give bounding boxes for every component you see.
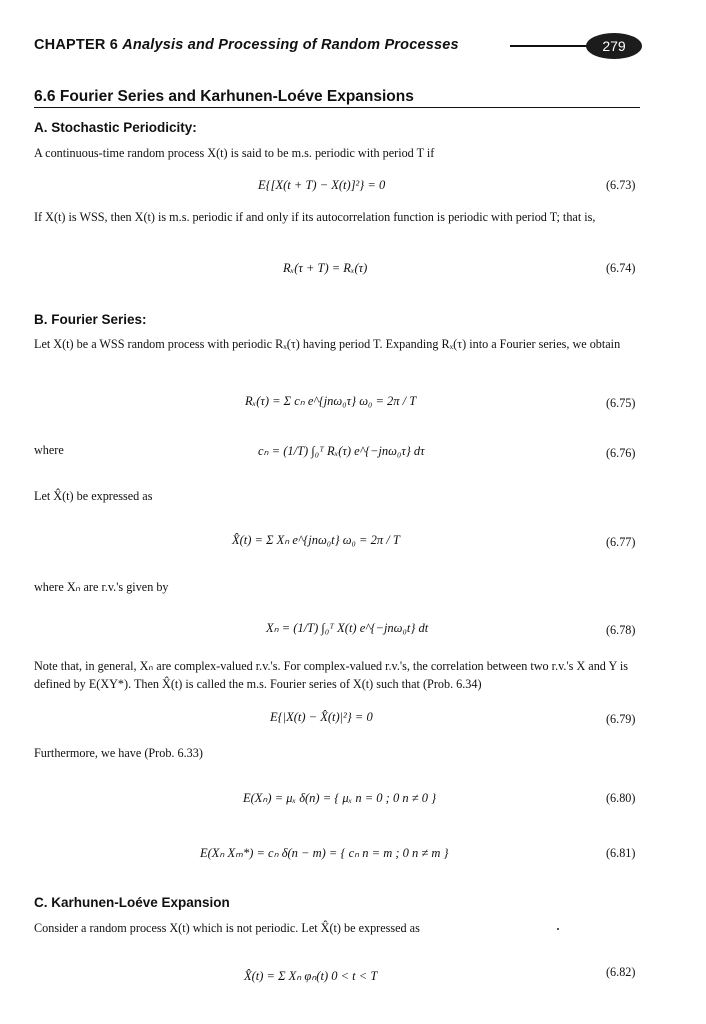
let-expressed-line: Let X̂(t) be expressed as: [34, 489, 153, 503]
equation-6-82: X̂(t) = Σ Xₙ φₙ(t) 0 < t < T: [244, 969, 378, 983]
subsection-a-title: A. Stochastic Periodicity:: [34, 120, 197, 135]
equation-6-75: Rₓ(τ) = Σ cₙ e^{jnω₀τ} ω₀ = 2π / T: [245, 394, 417, 408]
subsection-b-paragraph: Let X(t) be a WSS random process with periodic Rₓ(τ) having period T. Expanding Rₓ(τ) into a Fourier series, we obtain: [34, 337, 621, 351]
where-label-2: where Xₙ are r.v.'s given by: [34, 580, 169, 594]
equation-number-6-82: (6.82): [606, 965, 636, 979]
subsection-c-title: C. Karhunen-Loéve Expansion: [34, 895, 230, 910]
subsection-c-paragraph: Consider a random process X(t) which is not periodic. Let X̂(t) be expressed as: [34, 921, 420, 935]
page-number: 279: [586, 33, 642, 59]
subsection-a-paragraph: If X(t) is WSS, then X(t) is m.s. periodic if and only if its autocorrelation function is periodic with period T; that is,: [34, 210, 596, 224]
equation-6-80: E(Xₙ) = μₓ δ(n) = { μₓ n = 0 ; 0 n ≠ 0 }: [243, 791, 437, 805]
header-rule: [510, 45, 594, 47]
furthermore-line: Furthermore, we have (Prob. 6.33): [34, 746, 203, 760]
where-label-1: where: [34, 443, 64, 457]
subsection-a-intro: A continuous-time random process X(t) is said to be m.s. periodic with period T if: [34, 146, 435, 160]
equation-number-6-79: (6.79): [606, 712, 636, 726]
section-title: 6.6 Fourier Series and Karhunen-Loéve Expansions: [34, 88, 414, 105]
equation-number-6-73: (6.73): [606, 178, 636, 192]
equation-number-6-76: (6.76): [606, 446, 636, 460]
chapter-label: CHAPTER 6: [34, 37, 118, 53]
equation-number-6-74: (6.74): [606, 261, 636, 275]
section-rule: [34, 107, 640, 108]
equation-number-6-78: (6.78): [606, 623, 636, 637]
subsection-b-title: B. Fourier Series:: [34, 312, 147, 327]
equation-number-6-75: (6.75): [606, 396, 636, 410]
subsection-b-note: Note that, in general, Xₙ are complex-valued r.v.'s. For complex-valued r.v.'s, the correlation between two r.v.'s X and Y is defined by E(XY*). Then X̂(t) is called the m.s. Fourier series of X(t) such that (Prob. 6.34): [34, 659, 629, 691]
equation-6-78: Xₙ = (1/T) ∫₀ᵀ X(t) e^{−jnω₀t} dt: [266, 621, 429, 635]
chapter-title: Analysis and Processing of Random Processes: [122, 37, 459, 53]
equation-6-81: E(Xₙ Xₘ*) = cₙ δ(n − m) = { cₙ n = m ; 0 n ≠ m }: [200, 846, 449, 860]
equation-6-73: E{[X(t + T) − X(t)]²} = 0: [258, 178, 386, 192]
equation-number-6-80: (6.80): [606, 791, 636, 805]
equation-6-74: Rₓ(τ + T) = Rₓ(τ): [283, 261, 368, 275]
equation-6-76: cₙ = (1/T) ∫₀ᵀ Rₓ(τ) e^{−jnω₀τ} dτ: [258, 444, 425, 458]
chapter-heading: [34, 37, 459, 53]
stray-dot: [557, 928, 559, 930]
equation-number-6-81: (6.81): [606, 846, 636, 860]
equation-number-6-77: (6.77): [606, 535, 636, 549]
equation-6-77: X̂(t) = Σ Xₙ e^{jnω₀t} ω₀ = 2π / T: [232, 533, 400, 547]
equation-6-79: E{|X(t) − X̂(t)|²} = 0: [270, 710, 373, 724]
